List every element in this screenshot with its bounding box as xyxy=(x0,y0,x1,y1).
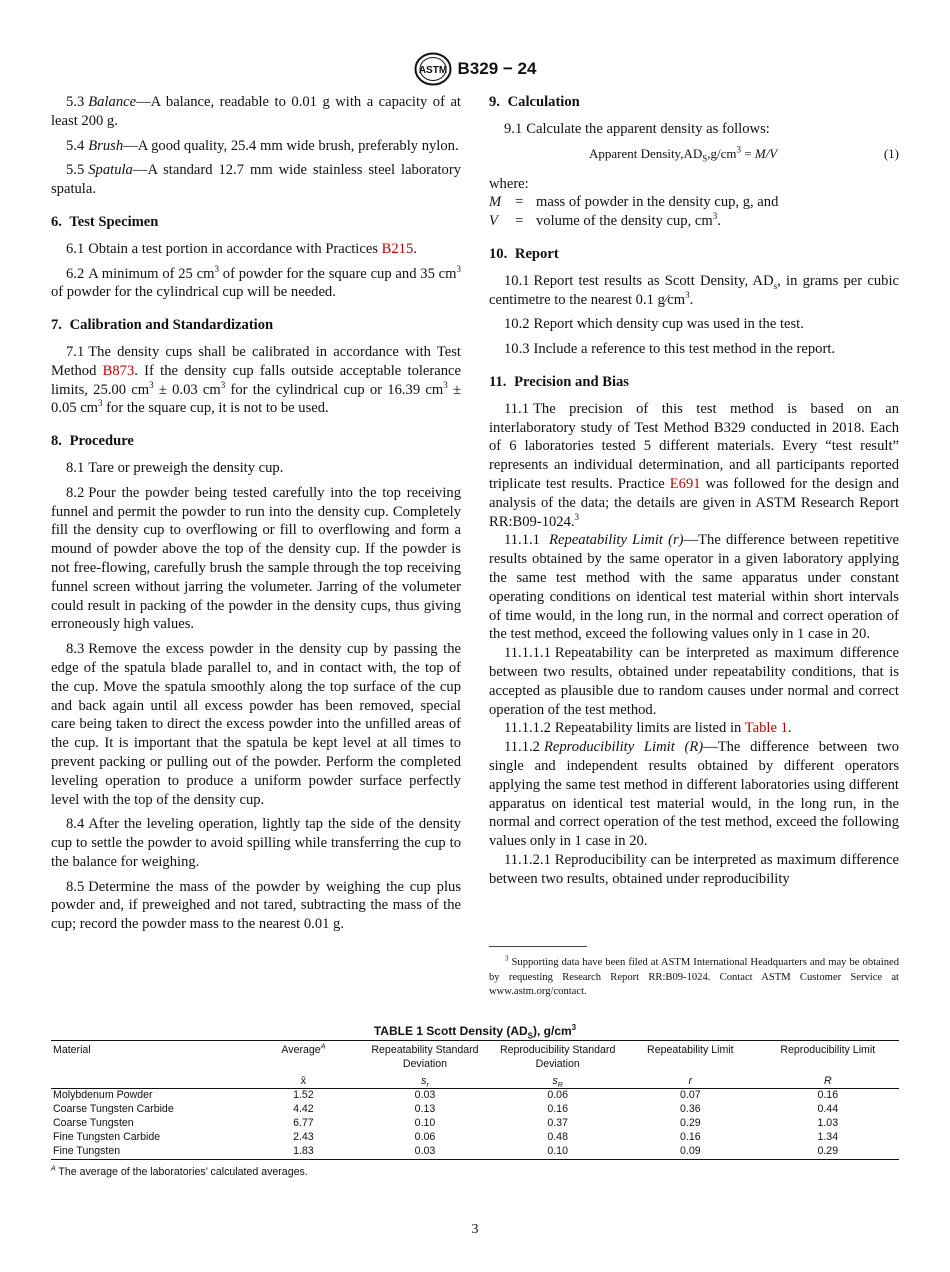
col-header-rep-limit: Repeatability Limit xyxy=(624,1041,756,1072)
section-11-heading: 11. Precision and Bias xyxy=(489,373,629,390)
section-9-heading: 9. Calculation xyxy=(489,94,580,110)
col-header-average: Average$^A$ xyxy=(248,1041,359,1072)
table-row: Molybdenum Powder 1.52 0.03 0.06 0.07 0.16 xyxy=(53,1089,839,1102)
para-8-2: 8.2 Pour the powder being tested carefully into the top receiving funnel and permit the powder to run into the density cup. Completely fill the density cup to overflowing or fill to overflowing and form a mound of powder above the top of the density cup. If the powder is not free-flowing, carefully brush the sample through the top receiving funnel screen without jarring the volumeter. Jarring of the volumeter could result in packing of the powder in the density cups, thus giving erroneously high values. xyxy=(51,484,461,633)
symbol-sr: $s_r$ xyxy=(359,1072,491,1089)
para-5-3: 5.3 Balance—A balance, readable to 0.01 g with a capacity of at least 200 g. xyxy=(51,94,461,129)
para-6-2: 6.2 A minimum of 25 $cm^3$ of powder for the square cup and 35 $cm^3$ of powder for the cylindrical cup will be needed. xyxy=(51,263,461,301)
para-10-3: 10.3 Include a reference to this test method in the report. xyxy=(504,341,836,358)
symbol-x-bar: x̄ xyxy=(248,1072,359,1089)
symbol-R: R xyxy=(757,1072,899,1089)
col-header-rep-std: Repeatability Standard Deviation xyxy=(359,1041,491,1072)
page-header xyxy=(0,52,950,86)
para-8-3: 8.3 Remove the excess powder in the density cup by passing the edge of the spatula blade parallel to, and in contact with, the top of the cup. Move the spatula smoothly along the top surface of the cup and back again until all excess powder has been removed, special care being taken to direct the excess powder into the unfilled areas of the cup. It is important that the spatula be kept level at all times to prevent packing or pulling out of the powder. Perform the completed leveling operation to produce a uniform powder surface perfectly level with the top of the density cup. xyxy=(51,641,461,808)
astm-logo-icon xyxy=(414,52,452,86)
section-7-heading: 7. Calibration and Standardization xyxy=(51,317,274,334)
link-e691[interactable]: E691 xyxy=(669,475,701,492)
table-1-title: TABLE 1 Scott Density $(AD_S)$, $g/cm^3$ xyxy=(373,1023,577,1041)
para-8-4: 8.4 After the leveling operation, lightly tap the side of the density cup to settle the powder to avoid spilling while transferring the cup to the balance for weighing. xyxy=(51,816,461,870)
equation-number: (1) xyxy=(883,145,899,161)
para-5-4: 5.4 Brush—A good quality, 25.4 mm wide brush, preferably nylon. xyxy=(66,137,459,154)
page-number: 3 xyxy=(471,1222,479,1237)
standard-designation: B329 − 24 xyxy=(457,58,537,78)
symbol-sR: $s_R$ xyxy=(491,1072,624,1089)
link-table-1[interactable]: Table 1 xyxy=(744,720,788,737)
table-row: Fine Tungsten Carbide 2.43 0.06 0.48 0.16 1.34 xyxy=(53,1131,839,1144)
para-11-1-2: 11.1.2 Reproducibility Limit (R)—The difference between two single and independent results obtained by different operators applying the same test method in different laboratories using different apparatus on identical test material would, in the long run, in the normal and correct operation of the test method, exceed the following values only in 1 case in 20. xyxy=(489,739,899,850)
para-7-1: 7.1 The density cups shall be calibrated in accordance with Test Method B873. If the density cup falls outside acceptable tolerance limits, 25.00 $cm^3 \pm 0.03$ $cm^3$ for the cylindrical cup or 16.39 $cm^3 \pm 0.05$ $cm^3$ for the square cup, it is not to be used. xyxy=(51,343,462,417)
scott-density-table xyxy=(51,1040,899,1160)
para-9-1: 9.1 Calculate the apparent density as follows: xyxy=(504,120,770,137)
where-label: where: xyxy=(489,175,529,192)
col-header-repro-std: Reproducibility Standard Deviation xyxy=(491,1041,624,1072)
para-8-1: 8.1 Tare or preweigh the density cup. xyxy=(66,459,284,476)
equation-1 xyxy=(489,145,899,167)
para-10-2: 10.2 Report which density cup was used in the test. xyxy=(504,316,804,333)
link-b215[interactable]: B215 xyxy=(381,240,414,257)
para-11-1-1-1: 11.1.1.1 Repeatability can be interpreted as maximum difference between two results, obtained under repeatability conditions, that is accepted as plausible due to random causes under normal and correct operation of the test method. xyxy=(489,645,899,718)
table-row: Coarse Tungsten Carbide 4.42 0.13 0.16 0.36 0.44 xyxy=(53,1103,839,1116)
equation-body: Apparent $Density,AD_S,g/cm^3 = M/V$ xyxy=(589,144,778,164)
footnote-3: $^3$ Supporting data have been filed at ASTM International Headquarters and may be obtained by requesting Research Report RR:B09-1024. Contact ASTM Customer Service at www.astm.org/contact. xyxy=(489,954,899,998)
para-10-1: 10.1 Report test results as Scott Density, $AD_s$, in grams per cubic centimetre to the nearest 0.1 $g⁄cm^3$. xyxy=(489,272,899,308)
para-11-1-2-1: 11.1.2.1 Reproducibility can be interpreted as maximum difference between two results, obtained under reproducibility xyxy=(489,851,899,887)
footnote-rule xyxy=(489,946,587,947)
col-header-material: Material xyxy=(51,1041,248,1072)
definition-m: M = mass of powder in the density cup, g, and xyxy=(489,194,779,211)
section-8-heading: 8. Procedure xyxy=(51,433,134,450)
section-6-heading: 6. Test Specimen xyxy=(51,213,159,230)
para-11-1-1: 11.1.1 Repeatability Limit (r)—The difference between repetitive results obtained by the same operator in a given laboratory applying the same test method with the same apparatus under constant operating conditions on identical test material within short intervals of time would, in the long run, in the normal and correct operation of the test method, exceed the following values only in 1 case in 20. xyxy=(489,532,899,643)
definition-v: V = volume of the density cup, $cm^3$. xyxy=(489,211,721,230)
table-row: Fine Tungsten 1.83 0.03 0.10 0.09 0.29 xyxy=(51,1145,899,1160)
table-footnote: $^A$ The average of the laboratories’ calculated averages. xyxy=(51,1165,308,1178)
left-column xyxy=(51,93,461,940)
para-11-1: 11.1 The precision of this test method is based on an interlaboratory study of Test Method B329 conducted in 2018. Each of 6 laboratories tested 5 different materials. Every “test result” represents an individual determination, and all participants reported triplicate test results. Practice E691 was followed for the design and analysis of the data; the details are given in ASTM Research Report RR:B09-1024.$^3$ xyxy=(489,400,900,530)
right-column xyxy=(489,93,899,888)
link-b873[interactable]: B873 xyxy=(102,362,135,379)
section-10-heading: 10. Report xyxy=(489,245,559,262)
symbol-r: r xyxy=(624,1072,756,1089)
col-header-repro-limit: Reproducibility Limit xyxy=(757,1041,899,1072)
para-6-1: 6.1 Obtain a test portion in accordance with Practices B215. xyxy=(66,240,417,257)
para-11-1-1-2: 11.1.1.2 Repeatability limits are listed in Table 1. xyxy=(504,720,792,737)
para-8-5: 8.5 Determine the mass of the powder by weighing the cup plus powder and, if preweighed and not tared, subtracting the mass of the cup; record the powder mass to the nearest 0.01 g. xyxy=(51,878,461,933)
logo-text: ASTM xyxy=(418,65,447,76)
table-row: Coarse Tungsten 6.77 0.10 0.37 0.29 1.03 xyxy=(53,1117,839,1130)
para-5-5: 5.5 Spatula—A standard 12.7 mm wide stainless steel laboratory spatula. xyxy=(51,162,461,198)
